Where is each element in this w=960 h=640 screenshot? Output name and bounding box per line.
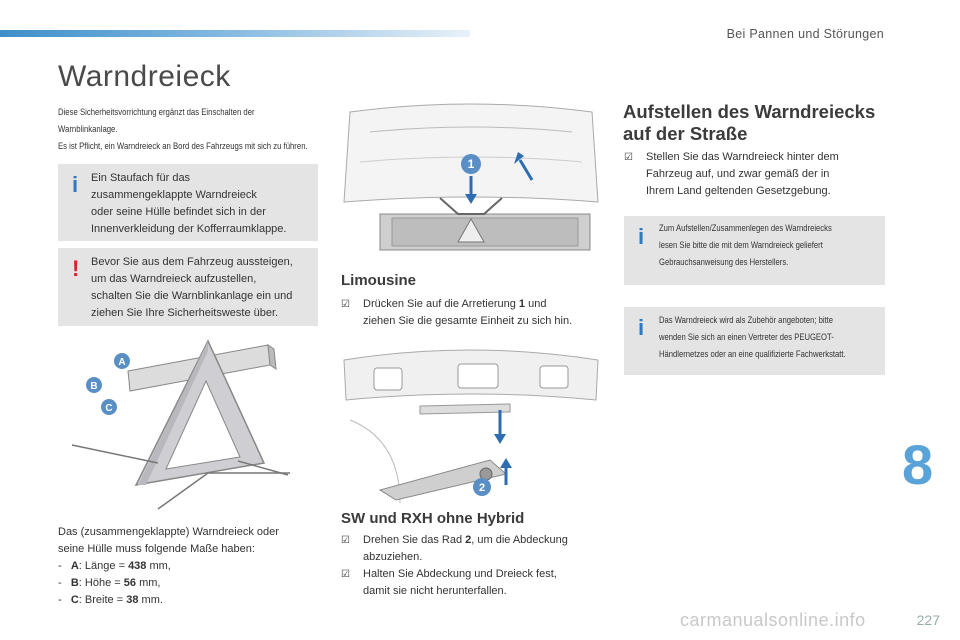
chapter-title: Bei Pannen und Störungen bbox=[726, 27, 884, 41]
page-number: 227 bbox=[916, 612, 940, 628]
warning-line: Bevor Sie aus dem Fahrzeug aussteigen, bbox=[91, 256, 293, 268]
info-box-instructions bbox=[624, 216, 885, 285]
info-icon: i bbox=[72, 172, 79, 197]
limousine-heading: Limousine bbox=[341, 272, 417, 289]
dimensions-intro: Das (zusammengeklappte) Warndreieck oder bbox=[58, 526, 279, 538]
limousine-instructions bbox=[341, 296, 611, 330]
info-line: Das Warndreieck wird als Zubehör angeboten; bitte bbox=[659, 315, 834, 325]
warning-box bbox=[58, 248, 318, 326]
label-c: C bbox=[105, 403, 113, 414]
dimension-item: - B: Höhe = 56 mm, bbox=[58, 577, 161, 589]
bullet-item: ☑ Stellen Sie das Warndreieck hinter dem Fahrzeug auf, und zwar gemäß der in Ihrem Land geltenden Gesetzgebung. bbox=[624, 151, 839, 197]
limousine-trunk-illustration bbox=[340, 102, 602, 262]
dimension-item: - C: Breite = 38 mm. bbox=[58, 594, 163, 606]
label-b: B bbox=[90, 381, 98, 392]
intro-line: Warnblinkanlage. bbox=[58, 124, 118, 134]
info-line: Innenverkleidung der Kofferraumklappe. bbox=[91, 223, 287, 235]
dimension-item: - A: Länge = 438 mm, bbox=[58, 560, 171, 572]
sw-trunk-illustration bbox=[340, 340, 602, 503]
info-icon: i bbox=[638, 224, 645, 249]
info-line: wenden Sie sich an einen Vertreter des PEUGEOT- bbox=[659, 332, 834, 342]
info-line: oder seine Hülle befindet sich in der bbox=[91, 206, 266, 218]
info-line: lesen Sie bitte die mit dem Warndreieck geliefert bbox=[659, 240, 823, 250]
info-box-storage bbox=[58, 164, 318, 241]
marker-1: 1 bbox=[467, 157, 475, 171]
marker-2: 2 bbox=[478, 482, 486, 494]
header-accent-bar bbox=[0, 30, 470, 37]
chapter-number: 8 bbox=[902, 433, 934, 496]
dimensions-intro: seine Hülle muss folgende Maße haben: bbox=[58, 543, 255, 555]
info-line: Zum Aufstellen/Zusammenlegen des Warndreiecks bbox=[659, 223, 832, 233]
dimensions-text bbox=[58, 524, 328, 609]
info-box-accessory bbox=[624, 307, 885, 375]
intro-text bbox=[58, 104, 325, 155]
bullet-icon: ☑ bbox=[624, 152, 633, 163]
bullet-item: ☑ Halten Sie Abdeckung und Dreieck fest, damit sie nicht herunterfallen. bbox=[341, 568, 557, 597]
info-line: Händlernetzes oder an eine qualifizierte Fachwerkstatt. bbox=[659, 349, 846, 359]
intro-line: Es ist Pflicht, ein Warndreieck an Bord des Fahrzeugs mit sich zu führen. bbox=[58, 141, 308, 151]
warning-line: schalten Sie die Warnblinkanlage ein und bbox=[91, 290, 293, 302]
warning-triangle-illustration bbox=[58, 333, 318, 516]
warning-line: um das Warndreieck aufzustellen, bbox=[91, 273, 257, 285]
sw-heading: SW und RXH ohne Hybrid bbox=[341, 510, 525, 527]
sw-instructions bbox=[341, 532, 611, 600]
info-line: zusammengeklappte Warndreieck bbox=[91, 189, 257, 201]
page-title: Warndreieck bbox=[58, 60, 231, 93]
watermark: carmanualsonline.info bbox=[680, 610, 866, 630]
roadside-heading: Aufstellen des Warndreiecks auf der Straße bbox=[623, 101, 876, 144]
bullet-item: ☑ Drücken Sie auf die Arretierung 1 und ziehen Sie die gesamte Einheit zu sich hin. bbox=[341, 298, 573, 327]
bullet-icon: ☑ bbox=[341, 535, 350, 546]
bullet-icon: ☑ bbox=[341, 569, 350, 580]
bullet-icon: ☑ bbox=[341, 299, 350, 310]
warning-line: ziehen Sie Ihre Sicherheitsweste über. bbox=[91, 307, 279, 319]
roadside-instructions bbox=[624, 149, 894, 200]
info-line: Ein Staufach für das bbox=[91, 172, 191, 184]
info-icon: i bbox=[638, 315, 645, 340]
label-a: A bbox=[118, 357, 126, 368]
warning-icon: ! bbox=[72, 256, 80, 281]
bullet-item: ☑ Drehen Sie das Rad 2, um die Abdeckung abzuziehen. bbox=[341, 534, 568, 563]
intro-line: Diese Sicherheitsvorrichtung ergänzt das Einschalten der bbox=[58, 107, 255, 117]
info-line: Gebrauchsanweisung des Herstellers. bbox=[659, 257, 789, 267]
